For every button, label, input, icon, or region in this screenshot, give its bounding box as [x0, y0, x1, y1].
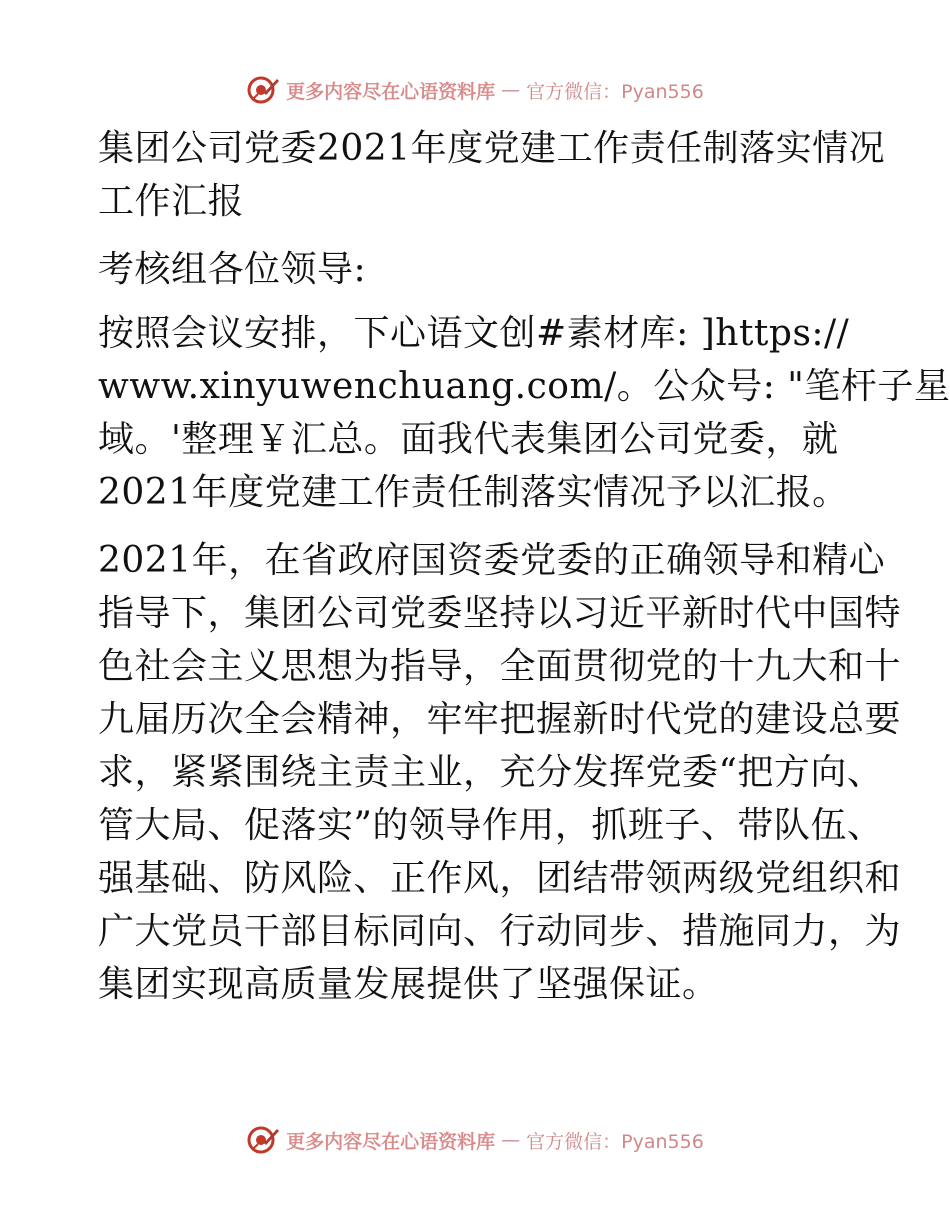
title-line-2: 工作汇报 — [98, 181, 245, 222]
paragraph2-line-3: 色社会主义思想为指导，全面贯彻党的十九大和十 — [98, 646, 902, 687]
pen-logo-icon — [246, 1123, 280, 1157]
watermark-dash: — — [501, 79, 521, 101]
paragraph2-line-8: 广大党员干部目标同向、行动同步、措施同力，为 — [98, 911, 902, 952]
document-body — [98, 122, 950, 1011]
paragraph2-line-7: 强基础、防风险、正作风，团结带领两级党组织和 — [98, 858, 902, 899]
paragraph2-line-4: 九届历次全会精神，牢牢把握新时代党的建设总要 — [98, 699, 902, 740]
footer-watermark — [0, 1120, 950, 1160]
watermark-dash: — — [501, 1129, 521, 1151]
paragraph1-line-2: www.xinyuwenchuang.com/。公众号: "笔杆子星 — [98, 366, 950, 407]
watermark-wechat-text: 官方微信：Pyan556 — [526, 1130, 704, 1153]
pen-logo-icon — [246, 73, 280, 107]
paragraph2-line-1: 2021年，在省政府国资委党委的正确领导和精心 — [98, 540, 886, 581]
paragraph1-line-3: 域。'整理￥汇总。面我代表集团公司党委，就 — [98, 419, 839, 460]
paragraph2-line-2: 指导下，集团公司党委坚持以习近平新时代中国特 — [98, 593, 902, 634]
paragraph1-line-1: 按照会议安排，下心语文创#素材库: ]https:// — [98, 313, 850, 354]
paragraph2-line-5: 求，紧紧围绕主责主业，充分发挥党委“把方向、 — [98, 752, 884, 793]
paragraph2-line-6: 管大局、促落实”的领导作用，抓班子、带队伍、 — [98, 805, 884, 846]
title-line-1: 集团公司党委2021年度党建工作责任制落实情况 — [98, 128, 886, 169]
watermark-wechat-text: 官方微信：Pyan556 — [526, 80, 704, 103]
paragraph2-line-9: 集团实现高质量发展提供了坚强保证。 — [98, 964, 719, 1005]
paragraph1-line-4: 2021年度党建工作责任制落实情况予以汇报。 — [98, 472, 849, 513]
salutation: 考核组各位领导: — [98, 249, 367, 290]
watermark-main-text: 更多内容尽在心语资料库 — [286, 1130, 496, 1153]
watermark-main-text: 更多内容尽在心语资料库 — [286, 80, 496, 103]
header-watermark — [0, 70, 950, 110]
